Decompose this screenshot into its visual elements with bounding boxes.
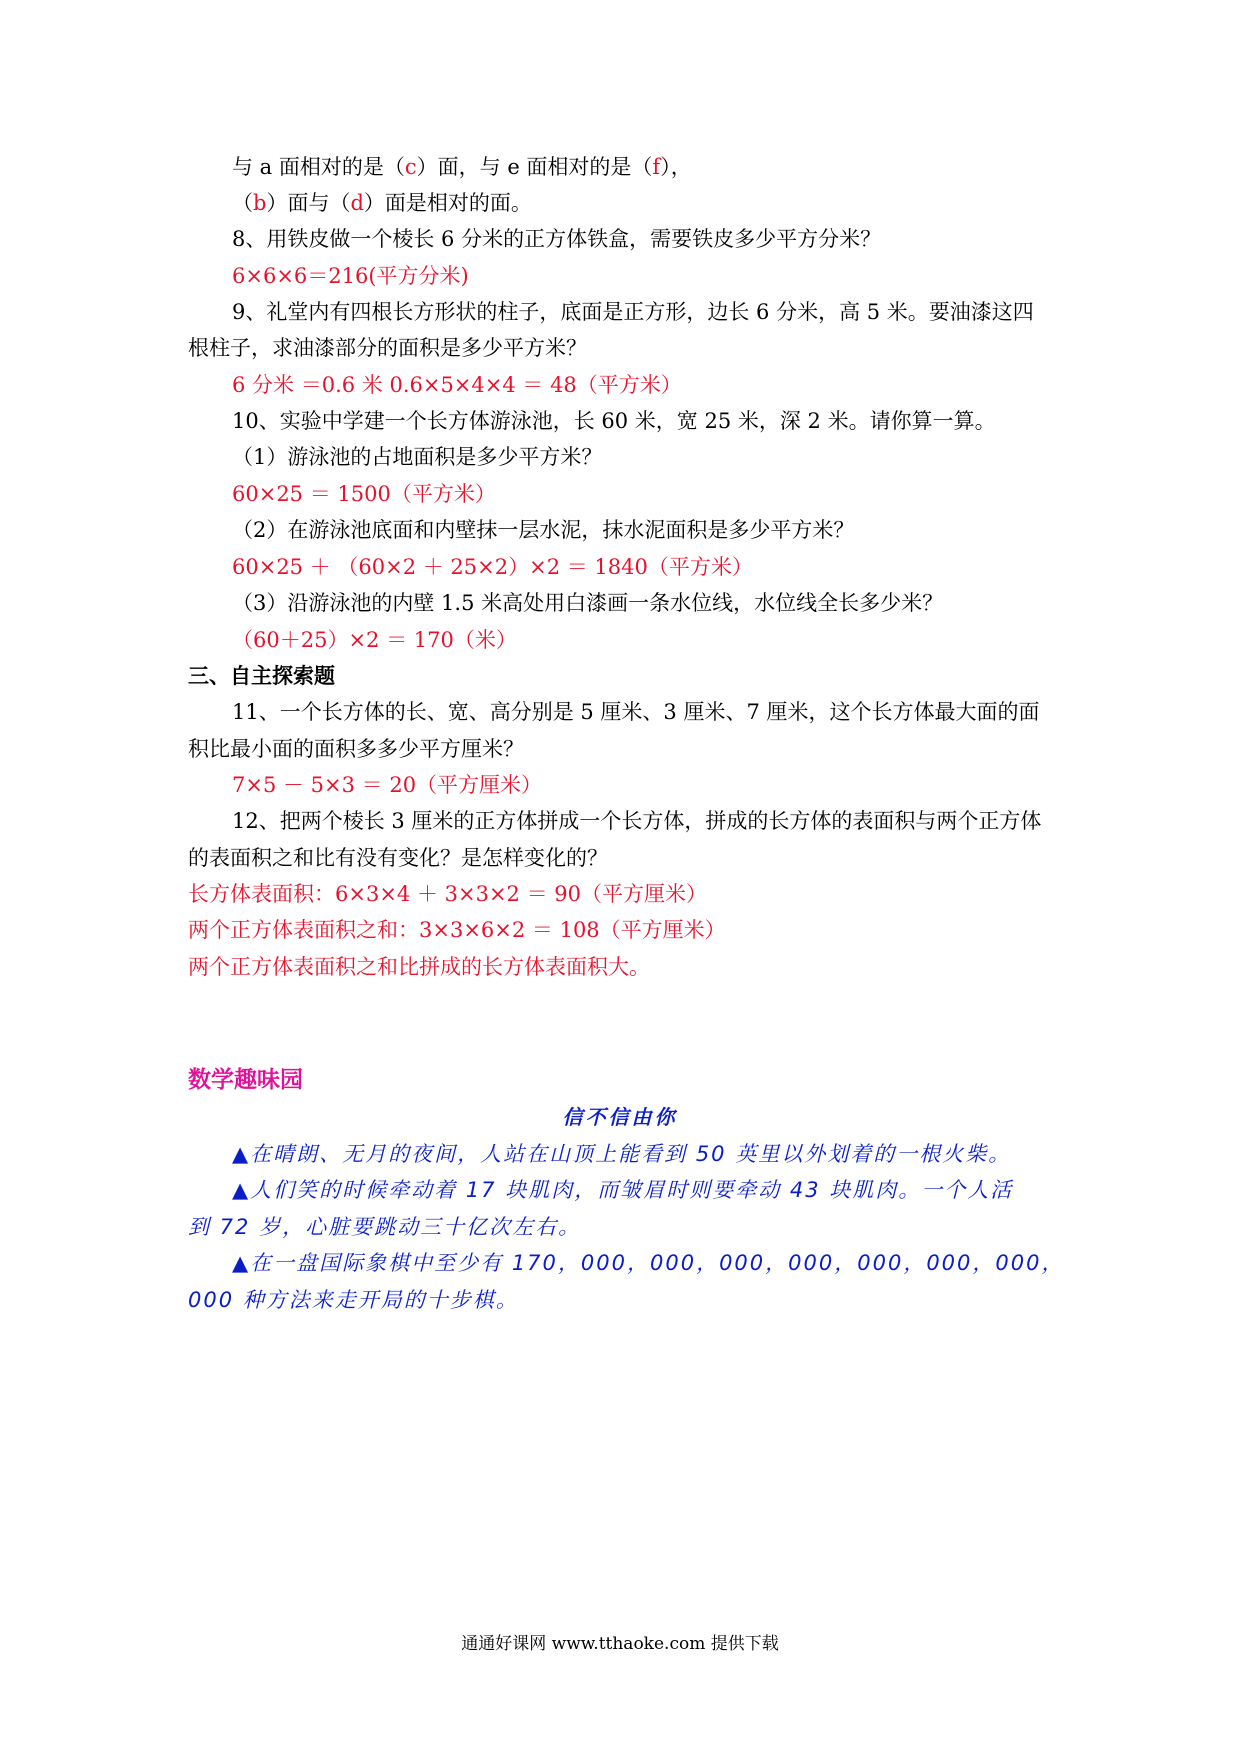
section-heading: 三、自主探索题 (188, 663, 335, 688)
text: （ (232, 191, 253, 215)
answer-12-line-2: 两个正方体表面积之和：3×3×6×2 ＝ 108（平方厘米） (188, 918, 726, 942)
fun-fact-3-line-1: ▲在一盘国际象棋中至少有 170，000，000，000，000，000，000，000， (232, 1251, 1065, 1275)
question-12-line-1: 12、把两个棱长 3 厘米的正方体拼成一个长方体，拼成的长方体的表面积与两个正方体 (232, 809, 1042, 833)
answer-f: f (652, 155, 661, 179)
question-12-line-2: 的表面积之和比有没有变化？是怎样变化的？ (188, 846, 608, 870)
question-11-line-1: 11、一个长方体的长、宽、高分别是 5 厘米、3 厘米、7 厘米，这个长方体最大面的面 (232, 700, 1040, 724)
text: ）面是相对的面。 (363, 191, 532, 215)
answer-b: b (253, 191, 267, 215)
question-8: 8、用铁皮做一个棱长 6 分米的正方体铁盒，需要铁皮多少平方分米？ (232, 227, 882, 251)
fun-fact-1: ▲在晴朗、无月的夜间，人站在山顶上能看到 50 英里以外划着的一根火柴。 (232, 1142, 1012, 1166)
text: ）面，与 e 面相对的是（ (416, 155, 653, 179)
fun-fact-2-line-1: ▲人们笑的时候牵动着 17 块肌肉，而皱眉时则要牵动 43 块肌肉。一个人活 (232, 1178, 1014, 1202)
line-opposite-faces-2 (232, 188, 532, 218)
fun-fact-2-line-2: 到 72 岁，心脏要跳动三十亿次左右。 (188, 1215, 582, 1239)
question-9-line-1: 9、礼堂内有四根长方形状的柱子，底面是正方形，边长 6 分米，高 5 米。要油漆这四 (232, 300, 1034, 324)
fun-section-heading: 数学趣味园 (188, 1066, 303, 1093)
answer-10-3: （60＋25）×2 ＝ 170（米） (232, 628, 517, 652)
fun-fact-3-line-2: 000 种方法来走开局的十步棋。 (188, 1288, 519, 1312)
text: ）面与（ (266, 191, 351, 215)
text: 与 a 面相对的是（ (232, 155, 405, 179)
line-opposite-faces-1 (232, 152, 692, 182)
text: ）， (660, 155, 692, 179)
question-9-line-2: 根柱子，求油漆部分的面积是多少平方米？ (188, 336, 587, 360)
answer-8: 6×6×6＝216(平方分米) (232, 264, 469, 288)
answer-10-2: 60×25 ＋ （60×2 ＋ 25×2）×2 ＝ 1840（平方米） (232, 555, 753, 579)
question-11-line-2: 积比最小面的面积多多少平方厘米？ (188, 737, 524, 761)
answer-d: d (350, 191, 364, 215)
answer-12-line-3: 两个正方体表面积之和比拼成的长方体表面积大。 (188, 955, 650, 979)
fun-title: 信不信由你 (562, 1105, 678, 1129)
answer-11: 7×5 － 5×3 ＝ 20（平方厘米） (232, 773, 543, 797)
page-footer: 通通好课网 www.tthaoke.com 提供下载 (461, 1634, 779, 1654)
question-10-1: （1）游泳池的占地面积是多少平方米？ (232, 445, 603, 469)
answer-10-1: 60×25 ＝ 1500（平方米） (232, 482, 496, 506)
answer-12-line-1: 长方体表面积：6×3×4 ＋ 3×3×2 ＝ 90（平方厘米） (188, 882, 707, 906)
question-10: 10、实验中学建一个长方体游泳池，长 60 米，宽 25 米，深 2 米。请你算一算。 (232, 409, 996, 433)
answer-c: c (404, 155, 417, 179)
question-10-2: （2）在游泳池底面和内壁抹一层水泥，抹水泥面积是多少平方米？ (232, 518, 855, 542)
answer-9: 6 分米 ＝0.6 米 0.6×5×4×4 ＝ 48（平方米） (232, 373, 682, 397)
question-10-3: （3）沿游泳池的内壁 1.5 米高处用白漆画一条水位线，水位线全长多少米？ (232, 591, 944, 615)
